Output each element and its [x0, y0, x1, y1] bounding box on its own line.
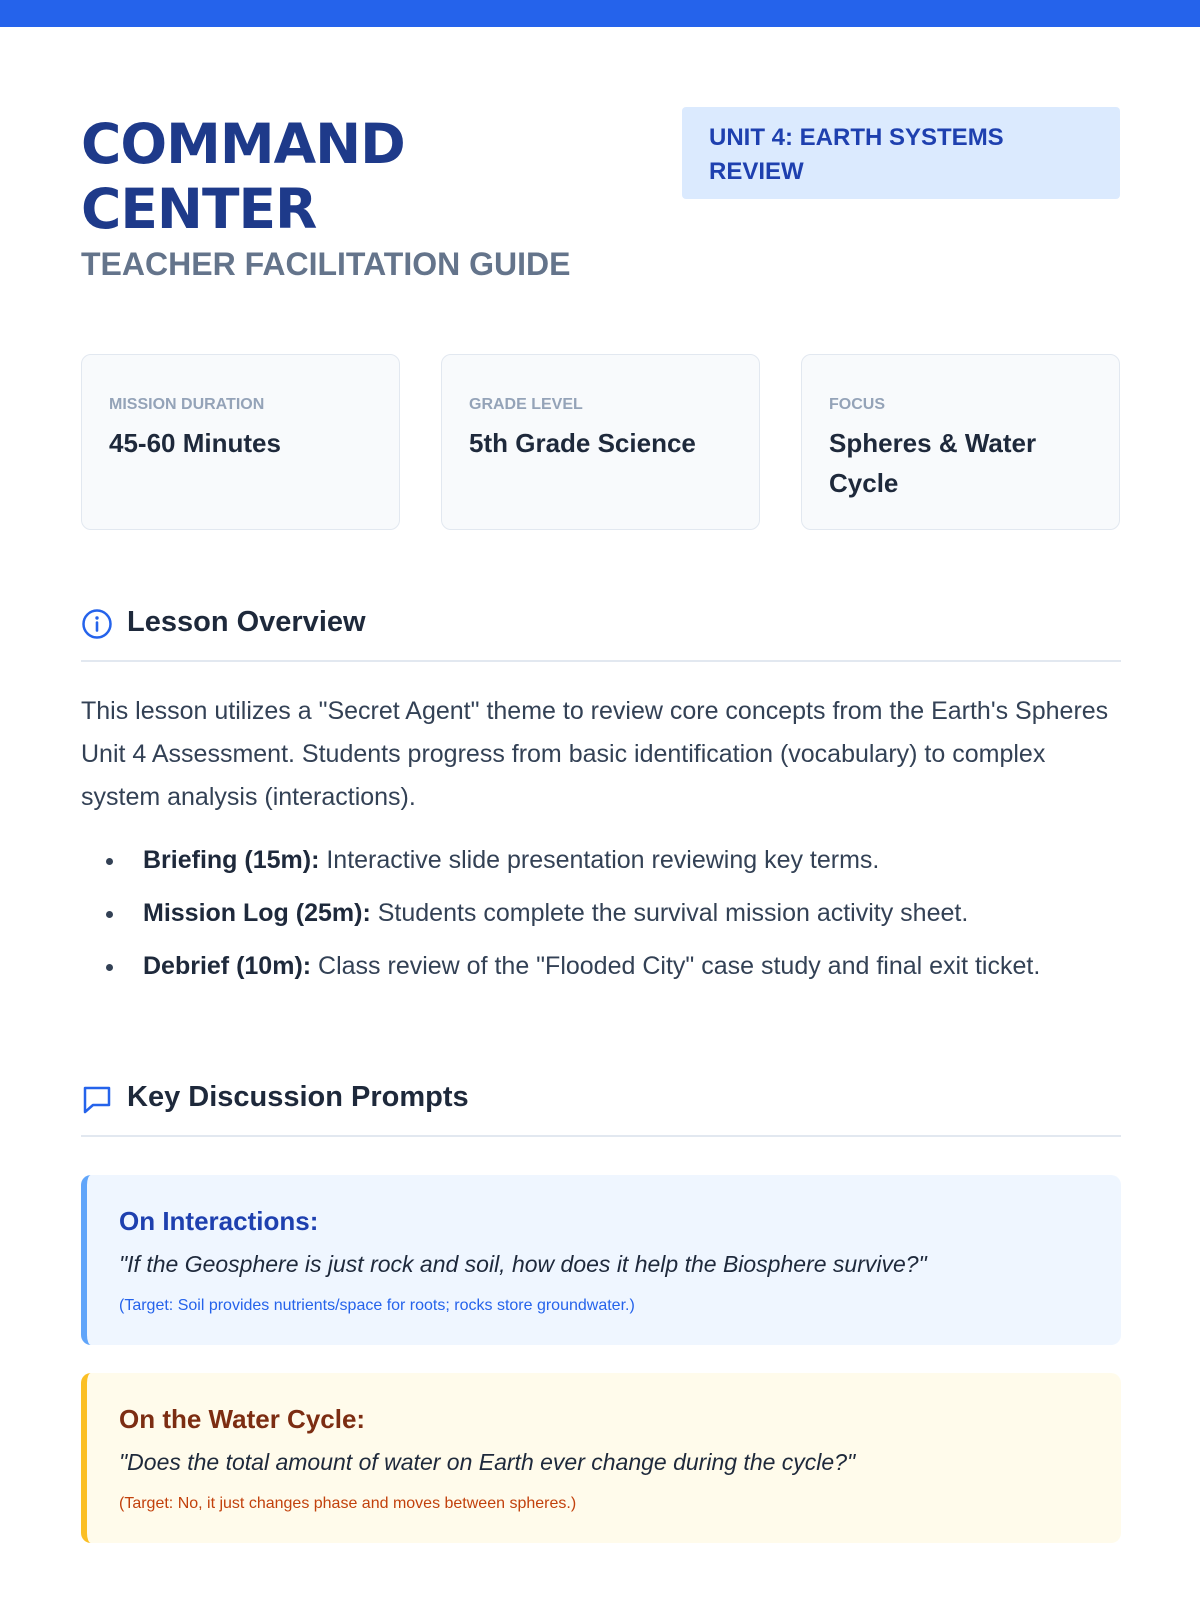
chat-bubble-icon	[81, 1083, 113, 1115]
segment-text: Interactive slide presentation reviewing key terms.	[319, 846, 880, 874]
section-title: Key Discussion Prompts	[127, 1081, 469, 1113]
card-value: 5th Grade Science	[469, 428, 696, 458]
card-label: GRADE LEVEL	[469, 396, 583, 413]
prompt-card-water-cycle	[81, 1373, 1121, 1543]
card-mission-duration	[81, 354, 400, 530]
bullet-dot	[106, 911, 113, 918]
lesson-segments-list	[106, 840, 1121, 999]
segment-term: Debrief (10m):	[143, 952, 312, 980]
bullet-dot	[106, 858, 113, 865]
top-accent-bar	[0, 0, 1200, 27]
page-subtitle: TEACHER FACILITATION GUIDE	[81, 246, 571, 282]
list-item	[106, 893, 1121, 933]
card-value: Spheres & Water Cycle	[829, 428, 1037, 498]
segment-text: Class review of the "Flooded City" case study and final exit ticket.	[311, 952, 1041, 980]
segment-term: Mission Log (25m):	[143, 899, 371, 927]
page-title-line2: CENTER	[81, 177, 317, 241]
card-value: 45-60 Minutes	[109, 428, 281, 458]
prompt-title: On the Water Cycle:	[119, 1404, 366, 1434]
list-item	[106, 840, 1121, 880]
prompt-target: (Target: No, it just changes phase and moves between spheres.)	[119, 1495, 577, 1512]
prompt-quote: "Does the total amount of water on Earth ever change during the cycle?"	[119, 1449, 856, 1475]
prompt-target: (Target: Soil provides nutrients/space for roots; rocks store groundwater.)	[119, 1297, 635, 1314]
overview-paragraph: This lesson utilizes a "Secret Agent" theme to review core concepts from the Earth's Spheres Unit 4 Assessment. Students progress from basic identification (vocabulary) to complex system analysis (interactions).	[81, 697, 1109, 811]
bullet-dot	[106, 964, 113, 971]
segment-text: Students complete the survival mission activity sheet.	[370, 899, 969, 927]
page-header	[81, 112, 1121, 292]
lesson-overview-heading	[81, 596, 1121, 662]
discussion-prompts-heading	[81, 1071, 1121, 1137]
section-title: Lesson Overview	[127, 606, 366, 638]
prompt-card-interactions	[81, 1175, 1121, 1345]
info-icon	[81, 608, 113, 640]
info-cards	[81, 354, 1121, 530]
page-title-line1: COMMAND	[81, 112, 405, 176]
prompt-quote: "If the Geosphere is just rock and soil, how does it help the Biosphere survive?"	[119, 1251, 927, 1277]
card-label: MISSION DURATION	[109, 396, 265, 413]
unit-badge: UNIT 4: EARTH SYSTEMS REVIEW	[682, 107, 1120, 199]
segment-term: Briefing (15m):	[143, 846, 320, 874]
prompt-title: On Interactions:	[119, 1206, 319, 1236]
card-grade-level	[441, 354, 760, 530]
list-item	[106, 946, 1121, 986]
card-label: FOCUS	[829, 396, 885, 413]
card-focus	[801, 354, 1120, 530]
